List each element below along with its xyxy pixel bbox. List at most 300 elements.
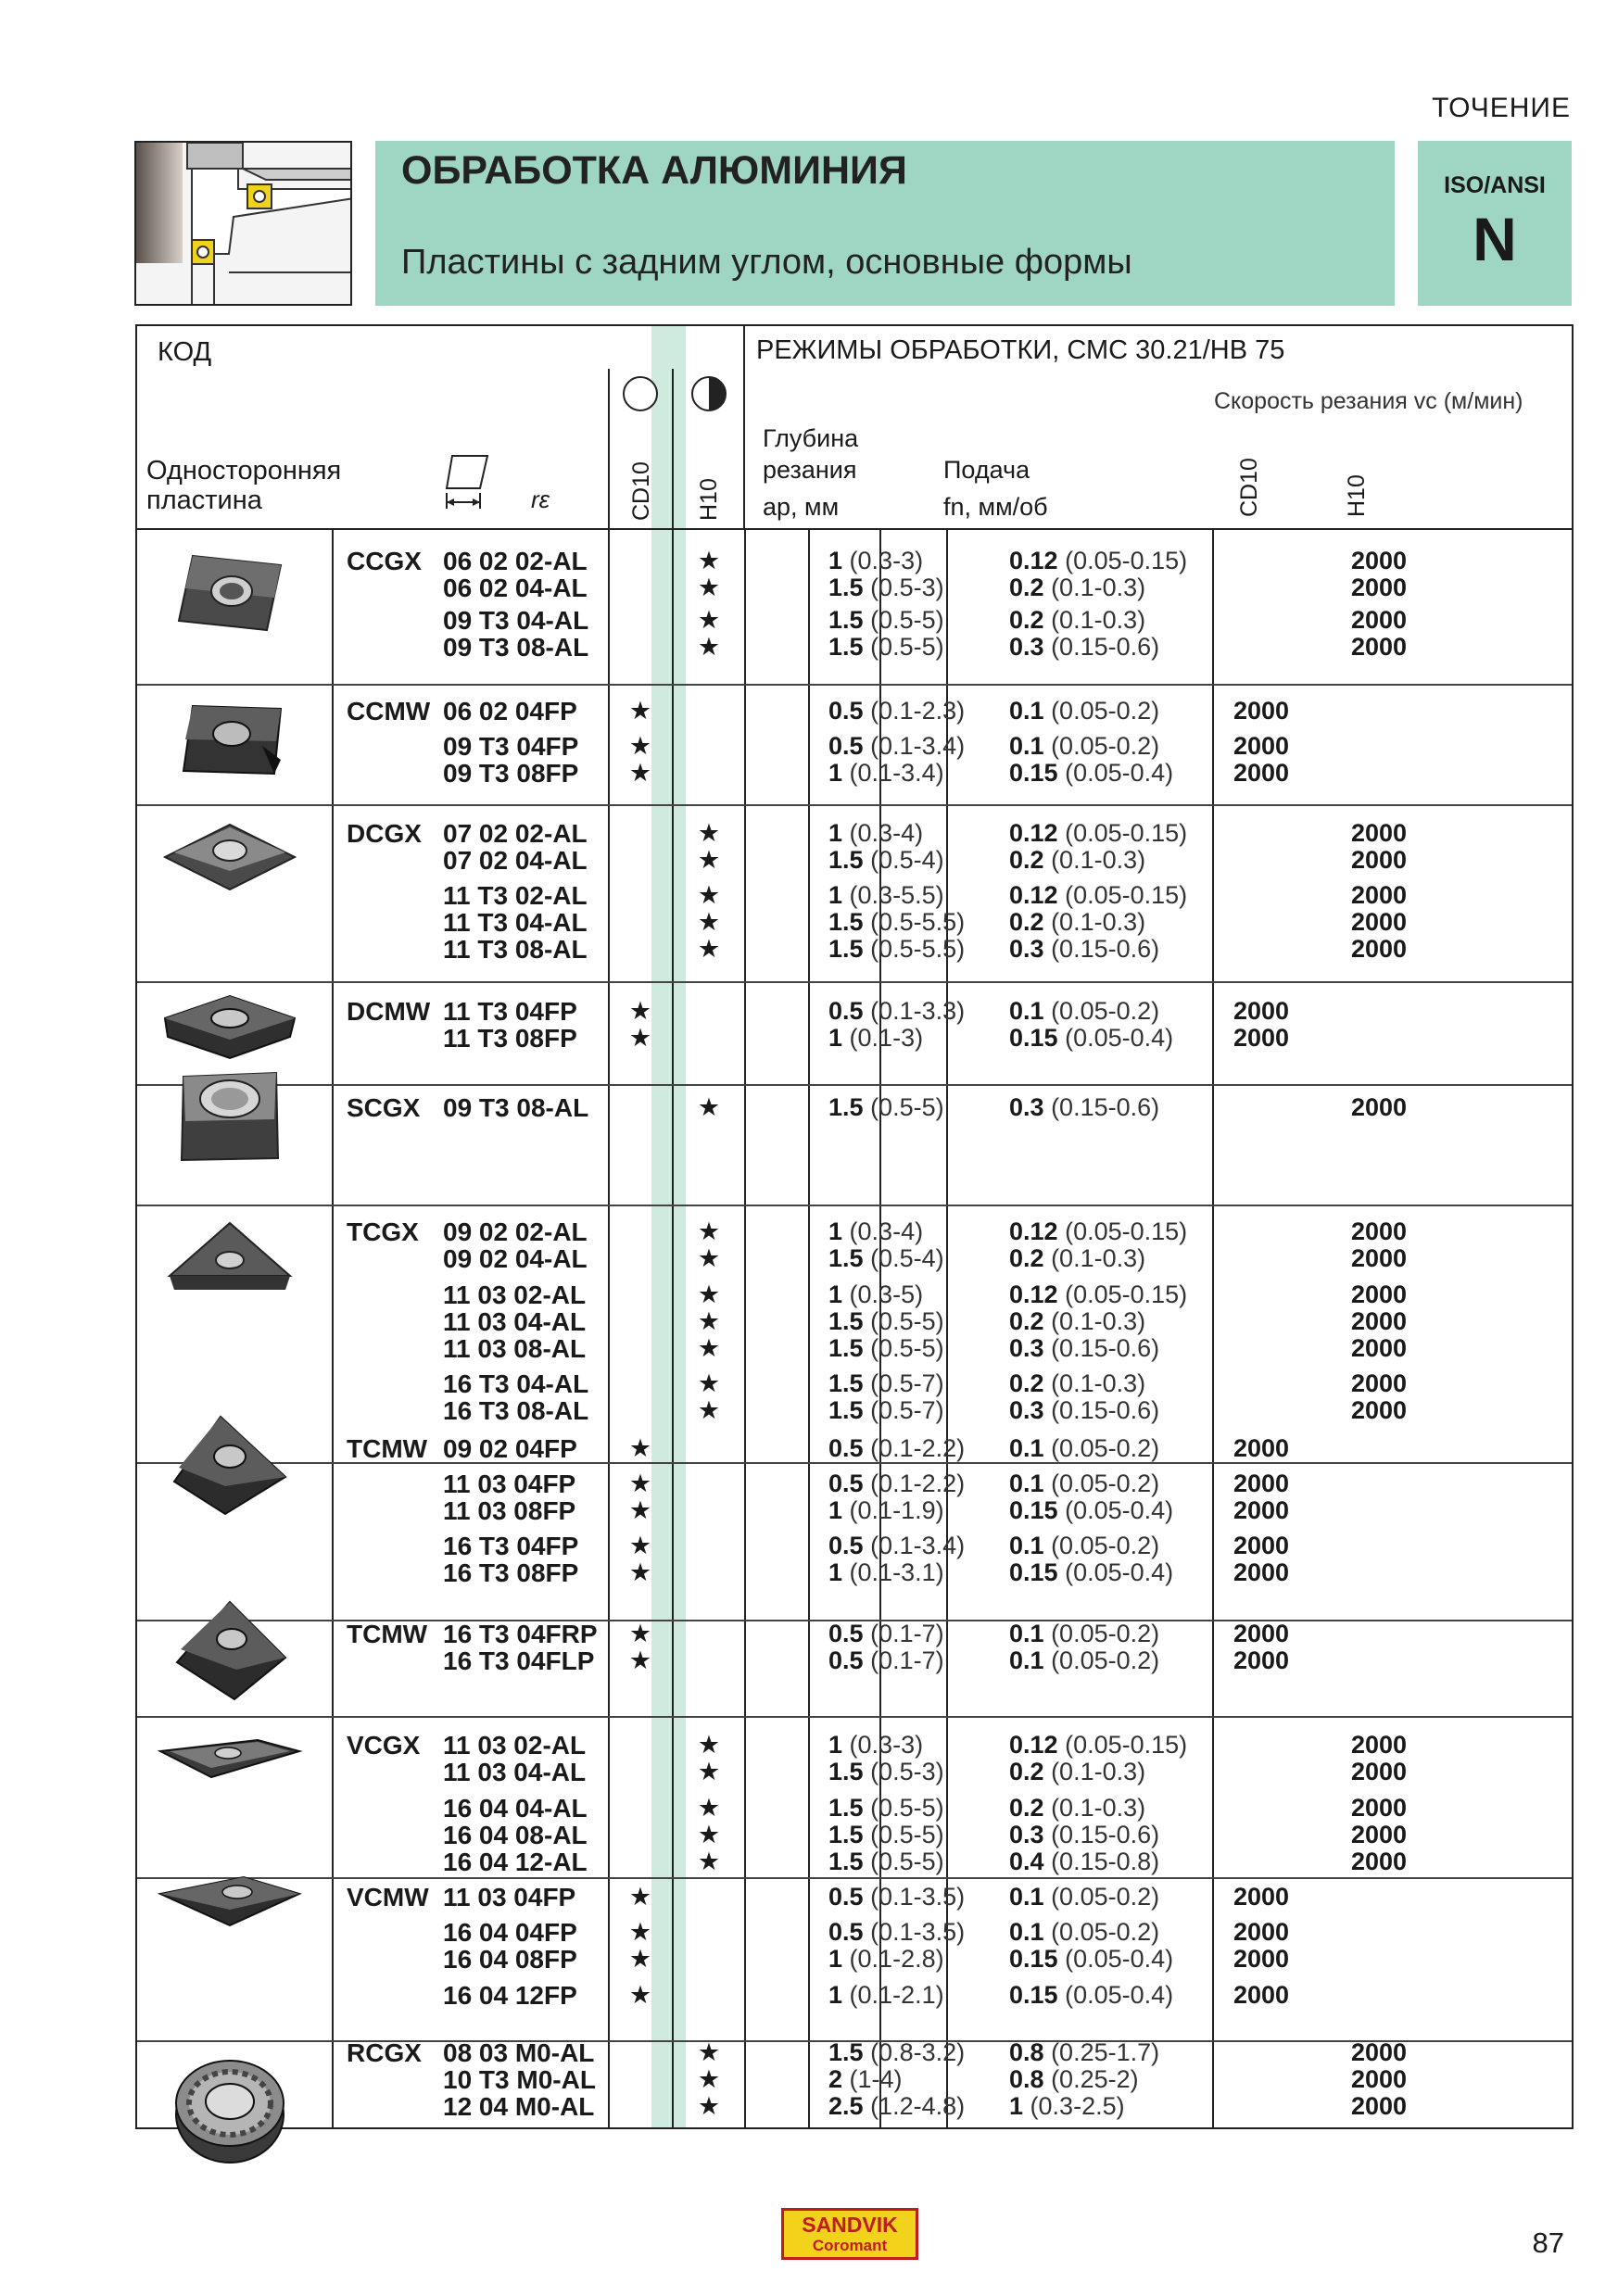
insert-size-code: 07 02 02-AL <box>443 819 588 848</box>
depth-range: (0.5-3) <box>870 574 944 601</box>
depth-value: 1 <box>828 547 843 574</box>
feed-value: 0.1 <box>1009 1532 1044 1559</box>
depth-value: 1 <box>828 1981 843 2009</box>
feed-range: (0.15-0.8) <box>1051 1848 1160 1875</box>
insert-size-code: 16 T3 04-AL <box>443 1369 589 1398</box>
feed-value: 0.1 <box>1009 1918 1044 1946</box>
depth-value: 1.5 <box>828 846 864 874</box>
feed-range: (0.05-0.2) <box>1051 1434 1160 1462</box>
insert-size-code: 16 T3 08-AL <box>443 1396 589 1425</box>
depth-range: (0.8-3.2) <box>870 2038 966 2066</box>
insert-size-code: 16 T3 04FP <box>443 1532 579 1560</box>
header-grade-cd10: CD10 <box>628 461 654 521</box>
insert-size-code: 10 T3 M0-AL <box>443 2065 596 2094</box>
feed-value: 0.3 <box>1009 1334 1044 1362</box>
feed-value: 0.2 <box>1009 846 1044 874</box>
cutting-speed-cd10: 2000 <box>1233 1558 1290 1586</box>
feed-value: 0.12 <box>1009 1731 1058 1759</box>
cutting-speed-h10: 2000 <box>1351 1093 1408 1121</box>
depth-of-cut <box>828 1848 944 1876</box>
feed-value: 0.2 <box>1009 1794 1044 1822</box>
insert-size-code: 16 T3 04FRP <box>443 1620 598 1648</box>
rcgx-insert-icon <box>170 2048 290 2168</box>
insert-size-code: 09 02 04-AL <box>443 1244 588 1273</box>
grade-h10-star: ★ <box>697 606 721 634</box>
feed-range: (0.1-0.3) <box>1051 1758 1146 1785</box>
depth-of-cut <box>828 935 965 964</box>
feed-range: (0.1-0.3) <box>1051 1244 1146 1272</box>
depth-of-cut <box>828 1883 965 1911</box>
feed-range: (0.1-0.3) <box>1051 1794 1146 1822</box>
depth-range: (0.3-4) <box>849 1217 924 1245</box>
insert-size-code: 11 T3 08-AL <box>443 935 588 964</box>
feed-value: 0.3 <box>1009 935 1044 963</box>
feed-rate <box>1009 935 1159 964</box>
depth-value: 1.5 <box>828 1794 864 1822</box>
feed-rate <box>1009 1821 1159 1849</box>
depth-range: (0.5-5) <box>870 1307 944 1335</box>
cutting-speed-h10: 2000 <box>1351 881 1408 909</box>
cutting-speed-h10: 2000 <box>1351 1794 1408 1822</box>
feed-range: (0.05-0.2) <box>1051 1532 1160 1559</box>
depth-value: 2 <box>828 2065 843 2093</box>
insert-size-code: 11 T3 04-AL <box>443 908 588 937</box>
depth-value: 1.5 <box>828 2038 864 2066</box>
feed-rate <box>1009 606 1145 635</box>
depth-of-cut <box>828 1558 944 1587</box>
header-grade-h10: H10 <box>696 478 722 521</box>
insert-size-code: 11 T3 08FP <box>443 1024 577 1053</box>
depth-range: (0.1-7) <box>870 1646 944 1674</box>
depth-value: 1.5 <box>828 1334 864 1362</box>
depth-value: 1.5 <box>828 574 864 601</box>
radius-highlight-stripe <box>651 326 686 2127</box>
depth-of-cut <box>828 1758 944 1786</box>
insert-size-code: 09 T3 08-AL <box>443 633 589 662</box>
depth-value: 1.5 <box>828 633 864 661</box>
depth-of-cut <box>828 1731 923 1760</box>
page-title: ОБРАБОТКА АЛЮМИНИЯ <box>401 148 907 193</box>
grade-h10-star: ★ <box>697 1731 721 1759</box>
insert-size-code: 06 02 02-AL <box>443 547 588 575</box>
grade-h10-star: ★ <box>697 1093 721 1121</box>
grade-h10-star: ★ <box>697 881 721 909</box>
feed-rate <box>1009 633 1159 662</box>
insert-size-code: 11 03 02-AL <box>443 1280 587 1309</box>
depth-range: (0.3-3) <box>849 1731 924 1759</box>
depth-range: (0.5-5) <box>870 1821 944 1848</box>
insert-size-code: 11 03 08-AL <box>443 1334 587 1363</box>
feed-range: (0.1-0.3) <box>1051 1307 1146 1335</box>
depth-range: (0.3-5) <box>849 1280 924 1308</box>
depth-range: (0.3-4) <box>849 819 924 847</box>
feed-rate <box>1009 1396 1159 1425</box>
depth-of-cut <box>828 1981 944 2010</box>
grade-cd10-star: ★ <box>628 732 652 760</box>
depth-range: (0.1-7) <box>870 1620 944 1647</box>
depth-range: (0.1-3.5) <box>870 1883 966 1911</box>
depth-range: (0.5-5) <box>870 1334 944 1362</box>
depth-range: (1.2-4.8) <box>870 2092 966 2120</box>
cutting-speed-h10: 2000 <box>1351 606 1408 634</box>
iso-group: N <box>1473 205 1517 273</box>
depth-range: (0.5-5) <box>870 606 944 634</box>
depth-of-cut <box>828 1470 965 1498</box>
insert-size-code: 09 T3 08FP <box>443 759 579 788</box>
feed-range: (0.15-0.6) <box>1051 1334 1160 1362</box>
header-feed: Подача <box>943 456 1030 484</box>
feed-range: (0.1-0.3) <box>1051 846 1146 874</box>
grade-h10-star: ★ <box>697 2065 721 2093</box>
depth-range: (0.5-3) <box>870 1758 944 1785</box>
depth-of-cut <box>828 1217 923 1246</box>
insert-size-code: 16 T3 08FP <box>443 1558 579 1587</box>
feed-value: 0.2 <box>1009 1758 1044 1785</box>
depth-value: 0.5 <box>828 997 864 1025</box>
grade-h10-star: ★ <box>697 547 721 574</box>
feed-value: 0.2 <box>1009 908 1044 936</box>
insert-size-code: 11 03 02-AL <box>443 1731 587 1760</box>
header-speed-h10: H10 <box>1344 474 1370 517</box>
feed-rate <box>1009 1558 1173 1587</box>
cutting-speed-h10: 2000 <box>1351 1758 1408 1785</box>
feed-value: 0.1 <box>1009 997 1044 1025</box>
header-code: КОД <box>158 337 212 367</box>
insert-size-code: 11 03 08FP <box>443 1496 576 1525</box>
title-banner <box>375 141 1395 306</box>
grade-h10-star: ★ <box>697 1794 721 1822</box>
depth-value: 1.5 <box>828 1307 864 1335</box>
depth-range: (0.1-3) <box>849 1024 924 1052</box>
depth-value: 0.5 <box>828 1918 864 1946</box>
cutting-speed-cd10: 2000 <box>1233 732 1290 760</box>
insert-type-code: TCMW <box>347 1620 428 1648</box>
feed-range: (0.1-0.3) <box>1051 1369 1146 1397</box>
grade-h10-star: ★ <box>697 2092 721 2120</box>
insert-type-code: DCMW <box>347 997 431 1026</box>
feed-rate <box>1009 1280 1187 1309</box>
depth-value: 2.5 <box>828 2092 864 2120</box>
depth-range: (0.1-3.1) <box>849 1558 944 1586</box>
tcmw-insert-icon <box>170 1412 290 1523</box>
depth-value: 1 <box>828 759 843 787</box>
insert-size-code: 09 T3 04-AL <box>443 606 589 635</box>
depth-of-cut <box>828 1396 944 1425</box>
feed-range: (0.05-0.15) <box>1065 1217 1188 1245</box>
insert-type-code: VCMW <box>347 1883 429 1911</box>
iso-badge <box>1418 141 1572 306</box>
depth-value: 1 <box>828 819 843 847</box>
cutting-speed-h10: 2000 <box>1351 1369 1408 1397</box>
depth-value: 1.5 <box>828 1093 864 1121</box>
depth-value: 1.5 <box>828 1396 864 1424</box>
feed-value: 0.15 <box>1009 1496 1058 1524</box>
feed-rate <box>1009 908 1145 937</box>
insert-size-code: 09 02 04FP <box>443 1434 577 1463</box>
feed-value: 1 <box>1009 2092 1024 2120</box>
cutting-speed-h10: 2000 <box>1351 2065 1408 2093</box>
header-radius: rε <box>531 486 550 513</box>
depth-value: 0.5 <box>828 1470 864 1497</box>
insert-size-code: 06 02 04FP <box>443 697 577 725</box>
feed-range: (0.05-0.2) <box>1051 697 1160 725</box>
turning-tool-thumbnail <box>134 141 352 306</box>
feed-value: 0.12 <box>1009 547 1058 574</box>
feed-range: (0.15-0.6) <box>1051 633 1160 661</box>
feed-rate <box>1009 1307 1145 1336</box>
feed-rate <box>1009 1945 1173 1974</box>
header-depth-line2: резания <box>763 456 857 484</box>
depth-of-cut <box>828 1794 944 1823</box>
grade-h10-star: ★ <box>697 819 721 847</box>
depth-value: 0.5 <box>828 1646 864 1674</box>
grade-cd10-star: ★ <box>628 1470 652 1497</box>
depth-of-cut <box>828 1307 944 1336</box>
header-insert-type-line2: пластина <box>146 486 262 515</box>
section-label: ТОЧЕНИЕ <box>1432 93 1571 123</box>
ccgx-insert-icon <box>165 547 295 639</box>
cutting-speed-h10: 2000 <box>1351 633 1408 661</box>
feed-value: 0.2 <box>1009 574 1044 601</box>
cutting-speed-cd10: 2000 <box>1233 1496 1290 1524</box>
grade-cd10-star: ★ <box>628 1496 652 1524</box>
feed-value: 0.1 <box>1009 732 1044 760</box>
insert-size-code: 11 03 04-AL <box>443 1758 587 1786</box>
depth-range: (0.5-7) <box>870 1369 944 1397</box>
grade-h10-star: ★ <box>697 2038 721 2066</box>
grade-cd10-star: ★ <box>628 1434 652 1462</box>
cutting-speed-h10: 2000 <box>1351 1731 1408 1759</box>
cutting-speed-cd10: 2000 <box>1233 997 1290 1025</box>
insert-size-code: 09 T3 04FP <box>443 732 579 761</box>
page-number: 87 <box>1532 2227 1564 2259</box>
feed-value: 0.2 <box>1009 1244 1044 1272</box>
cutting-speed-cd10: 2000 <box>1233 1024 1290 1052</box>
depth-value: 1.5 <box>828 1848 864 1875</box>
feed-range: (0.05-0.4) <box>1065 1981 1174 2009</box>
feed-range: (0.05-0.2) <box>1051 1918 1160 1946</box>
feed-value: 0.3 <box>1009 1093 1044 1121</box>
feed-value: 0.12 <box>1009 819 1058 847</box>
depth-of-cut <box>828 1646 944 1675</box>
vcgx-insert-icon <box>156 1733 304 1788</box>
feed-value: 0.15 <box>1009 1981 1058 2009</box>
feed-value: 0.3 <box>1009 1821 1044 1848</box>
cutting-speed-h10: 2000 <box>1351 1244 1408 1272</box>
insert-size-code: 16 04 08FP <box>443 1945 577 1974</box>
feed-range: (0.15-0.6) <box>1051 1821 1160 1848</box>
depth-range: (0.1-2.2) <box>870 1434 966 1462</box>
cutting-speed-h10: 2000 <box>1351 935 1408 963</box>
feed-range: (0.05-0.15) <box>1065 881 1188 909</box>
cutting-speed-h10: 2000 <box>1351 819 1408 847</box>
depth-value: 0.5 <box>828 697 864 725</box>
feed-rate <box>1009 2065 1139 2094</box>
depth-value: 0.5 <box>828 1620 864 1647</box>
grade-cd10-star: ★ <box>628 1532 652 1559</box>
depth-of-cut <box>828 846 944 875</box>
feed-value: 0.4 <box>1009 1848 1044 1875</box>
feed-value: 0.2 <box>1009 606 1044 634</box>
iso-label: ISO/ANSI <box>1444 172 1546 198</box>
feed-rate <box>1009 1024 1173 1053</box>
depth-of-cut <box>828 1093 944 1122</box>
depth-of-cut <box>828 732 965 761</box>
depth-of-cut <box>828 1244 944 1273</box>
cutting-speed-cd10: 2000 <box>1233 1981 1290 2009</box>
insert-type-code: RCGX <box>347 2038 422 2067</box>
dcmw-insert-icon <box>160 989 299 1063</box>
feed-range: (0.05-0.2) <box>1051 1883 1160 1911</box>
grade-cd10-star: ★ <box>628 1024 652 1052</box>
depth-value: 1.5 <box>828 1821 864 1848</box>
cutting-speed-h10: 2000 <box>1351 1821 1408 1848</box>
page-subtitle: Пластины с задним углом, основные формы <box>401 243 1132 282</box>
insert-type-code: VCGX <box>347 1731 421 1760</box>
header-insert-type-line1: Односторонняя <box>146 456 342 486</box>
depth-of-cut <box>828 819 923 848</box>
dcgx-insert-icon <box>160 815 299 899</box>
depth-of-cut <box>828 1945 944 1974</box>
grade-h10-star: ★ <box>697 1821 721 1848</box>
feed-range: (0.1-0.3) <box>1051 574 1146 601</box>
feed-value: 0.3 <box>1009 1396 1044 1424</box>
feed-rate <box>1009 1646 1159 1675</box>
cutting-speed-h10: 2000 <box>1351 908 1408 936</box>
depth-range: (0.1-3.4) <box>870 1532 966 1559</box>
feed-rate <box>1009 819 1187 848</box>
feed-value: 0.1 <box>1009 1470 1044 1497</box>
grade-h10-star: ★ <box>697 1369 721 1397</box>
feed-rate <box>1009 759 1173 788</box>
depth-value: 0.5 <box>828 1532 864 1559</box>
depth-of-cut <box>828 2065 903 2094</box>
insert-size-code: 16 04 04FP <box>443 1918 577 1947</box>
tcmw-wiper-insert-icon <box>170 1597 290 1709</box>
feed-range: (0.15-0.6) <box>1051 1396 1160 1424</box>
feed-range: (0.05-0.2) <box>1051 732 1160 760</box>
cutting-speed-h10: 2000 <box>1351 2038 1408 2066</box>
feed-range: (0.25-1.7) <box>1051 2038 1160 2066</box>
feed-rate <box>1009 1434 1159 1463</box>
grade-cd10-star: ★ <box>628 1558 652 1586</box>
feed-rate <box>1009 1758 1145 1786</box>
depth-value: 1.5 <box>828 935 864 963</box>
grade-h10-star: ★ <box>697 1848 721 1875</box>
feed-rate <box>1009 846 1145 875</box>
sandvik-coromant-logo: SANDVIK Coromant <box>781 2208 918 2260</box>
cutting-speed-cd10: 2000 <box>1233 1532 1290 1559</box>
cutting-speed-h10: 2000 <box>1351 1280 1408 1308</box>
cutting-speed-h10: 2000 <box>1351 1217 1408 1245</box>
cutting-speed-cd10: 2000 <box>1233 759 1290 787</box>
tcgx-insert-icon <box>165 1216 295 1299</box>
feed-rate <box>1009 1470 1159 1498</box>
header-feed-unit: fn, мм/об <box>943 493 1048 521</box>
depth-value: 1.5 <box>828 908 864 936</box>
feed-value: 0.2 <box>1009 1369 1044 1397</box>
cutting-speed-cd10: 2000 <box>1233 1434 1290 1462</box>
insert-size-code: 11 03 04FP <box>443 1883 576 1911</box>
feed-range: (0.05-0.15) <box>1065 547 1188 574</box>
feed-range: (0.05-0.2) <box>1051 1470 1160 1497</box>
feed-range: (0.05-0.4) <box>1065 759 1174 787</box>
insert-size-code: 06 02 04-AL <box>443 574 588 602</box>
depth-range: (0.1-1.9) <box>849 1496 944 1524</box>
depth-range: (0.1-2.2) <box>870 1470 966 1497</box>
depth-value: 1.5 <box>828 1758 864 1785</box>
depth-value: 1 <box>828 1280 843 1308</box>
insert-type-code: CCMW <box>347 697 431 725</box>
feed-rate <box>1009 1496 1173 1525</box>
cutting-speed-cd10: 2000 <box>1233 1883 1290 1911</box>
insert-size-code: 11 03 04-AL <box>443 1307 587 1336</box>
header-cutting-data: РЕЖИМЫ ОБРАБОТКИ, СМС 30.21/НВ 75 <box>756 335 1285 365</box>
feed-range: (0.05-0.4) <box>1065 1945 1174 1973</box>
depth-range: (0.1-3.3) <box>870 997 966 1025</box>
depth-range: (0.5-5.5) <box>870 908 966 936</box>
feed-rate <box>1009 2092 1125 2121</box>
depth-of-cut <box>828 1918 965 1947</box>
feed-rate <box>1009 1532 1159 1560</box>
feed-value: 0.15 <box>1009 1945 1058 1973</box>
depth-of-cut <box>828 1532 965 1560</box>
feed-range: (0.1-0.3) <box>1051 908 1146 936</box>
feed-rate <box>1009 1334 1159 1363</box>
cutting-speed-cd10: 2000 <box>1233 1945 1290 1973</box>
feed-range: (0.05-0.4) <box>1065 1024 1174 1052</box>
grade-h10-star: ★ <box>697 574 721 601</box>
depth-of-cut <box>828 1620 944 1648</box>
cutting-speed-h10: 2000 <box>1351 547 1408 574</box>
feed-value: 0.1 <box>1009 697 1044 725</box>
feed-rate <box>1009 547 1187 575</box>
depth-range: (0.5-5) <box>870 1093 944 1121</box>
header-cutting-speed: Скорость резания vc (м/мин) <box>1214 388 1523 414</box>
depth-of-cut <box>828 1369 944 1398</box>
feed-rate <box>1009 697 1159 725</box>
feed-value: 0.8 <box>1009 2065 1044 2093</box>
feed-rate <box>1009 1918 1159 1947</box>
depth-range: (0.5-5.5) <box>870 935 966 963</box>
insert-type-code: DCGX <box>347 819 422 848</box>
depth-of-cut <box>828 2038 965 2067</box>
grade-h10-star: ★ <box>697 1334 721 1362</box>
cutting-speed-cd10: 2000 <box>1233 697 1290 725</box>
feed-range: (0.05-0.4) <box>1065 1558 1174 1586</box>
grade-h10-star: ★ <box>697 633 721 661</box>
insert-size-code: 11 T3 02-AL <box>443 881 588 910</box>
cutting-speed-h10: 2000 <box>1351 1396 1408 1424</box>
insert-size-code: 11 03 04FP <box>443 1470 576 1498</box>
feed-range: (0.1-0.3) <box>1051 606 1146 634</box>
feed-rate <box>1009 1369 1145 1398</box>
insert-size-code: 16 04 04-AL <box>443 1794 588 1823</box>
depth-value: 1 <box>828 1217 843 1245</box>
depth-value: 0.5 <box>828 1434 864 1462</box>
feed-range: (0.05-0.15) <box>1065 1731 1188 1759</box>
depth-of-cut <box>828 697 965 725</box>
depth-range: (0.1-2.3) <box>870 697 966 725</box>
header-speed-cd10: CD10 <box>1236 458 1262 517</box>
header-depth-unit: ap, мм <box>763 493 840 521</box>
insert-size-code: 11 T3 04FP <box>443 997 577 1026</box>
depth-range: (0.3-5.5) <box>849 881 944 909</box>
feed-value: 0.15 <box>1009 1024 1058 1052</box>
feed-value: 0.2 <box>1009 1307 1044 1335</box>
depth-range: (0.5-4) <box>870 1244 944 1272</box>
grade-h10-star: ★ <box>697 1307 721 1335</box>
